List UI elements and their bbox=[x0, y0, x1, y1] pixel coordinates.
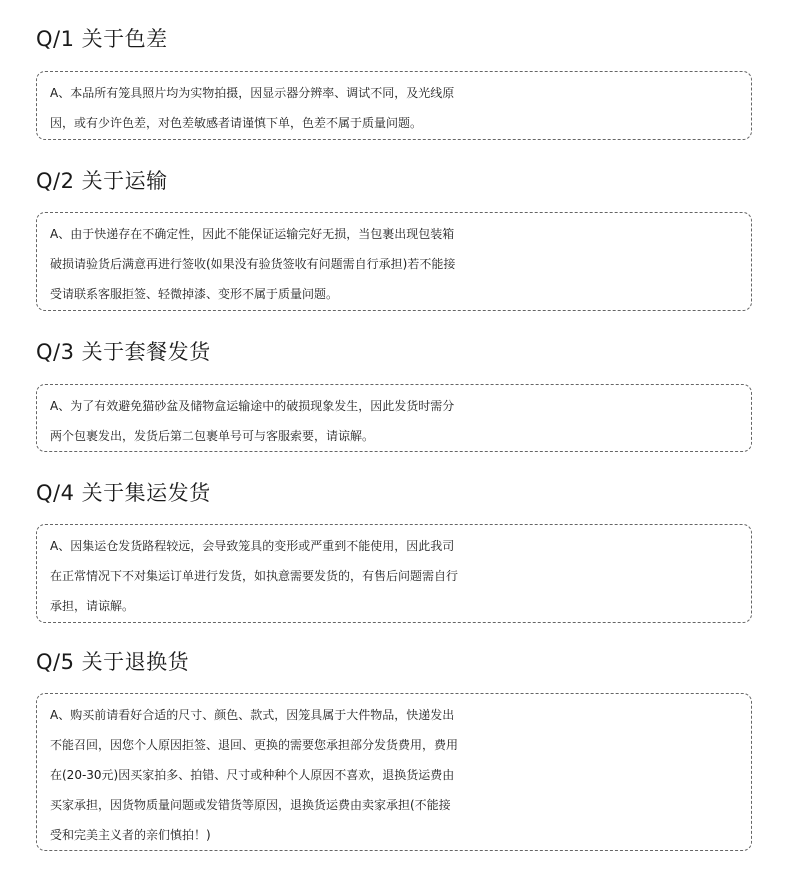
faq-answer-line: 在正常情况下不对集运订单进行发货，如执意需要发货的，有售后问题需自行 bbox=[50, 569, 459, 583]
faq-answer-line: 不能召回，因您个人原因拒签、退回、更换的需要您承担部分发货费用，费用 bbox=[50, 738, 459, 752]
faq-answer-line: A、因集运仓发货路程较远，会导致笼具的变形或严重到不能使用，因此我司 bbox=[50, 539, 455, 553]
faq-answer-line: A、本品所有笼具照片均为实物拍摄，因显示器分辨率、调试不同，及光线原 bbox=[50, 86, 455, 100]
faq-answer-line: 买家承担，因货物质量问题或发错货等原因，退换货运费由卖家承担(不能接 bbox=[50, 798, 451, 812]
faq-answer-line: 破损请验货后满意再进行签收(如果没有验货签收有问题需自行承担)若不能接 bbox=[50, 257, 456, 271]
faq-question: Q/5 关于退换货 bbox=[36, 650, 190, 674]
faq-answer bbox=[36, 524, 752, 623]
faq-answer bbox=[36, 384, 752, 452]
faq-answer-line: A、为了有效避免猫砂盆及储物盒运输途中的破损现象发生，因此发货时需分 bbox=[50, 399, 455, 413]
faq-answer-line: 因，或有少许色差，对色差敏感者请谨慎下单，色差不属于质量问题。 bbox=[50, 116, 423, 130]
faq-answer-line: 在(20-30元)因买家拍多、拍错、尺寸或种种个人原因不喜欢，退换货运费由 bbox=[50, 768, 455, 782]
faq-question: Q/1 关于色差 bbox=[36, 27, 168, 51]
faq-answer bbox=[36, 212, 752, 311]
faq-answer-line: A、购买前请看好合适的尺寸、颜色、款式，因笼具属于大件物品，快递发出 bbox=[50, 708, 455, 722]
faq-answer bbox=[36, 71, 752, 140]
faq-answer-line: 受和完美主义者的亲们慎拍！) bbox=[50, 828, 211, 842]
faq-answer-line: 承担，请谅解。 bbox=[50, 599, 135, 613]
faq-question: Q/4 关于集运发货 bbox=[36, 481, 211, 505]
faq-question: Q/3 关于套餐发货 bbox=[36, 340, 211, 364]
faq-answer bbox=[36, 693, 752, 851]
faq-question: Q/2 关于运输 bbox=[36, 169, 168, 193]
faq-answer-line: A、由于快递存在不确定性，因此不能保证运输完好无损，当包裹出现包装箱 bbox=[50, 227, 455, 241]
faq-answer-line: 受请联系客服拒签、轻微掉漆、变形不属于质量问题。 bbox=[50, 287, 339, 301]
faq-answer-line: 两个包裹发出，发货后第二包裹单号可与客服索要，请谅解。 bbox=[50, 429, 375, 443]
